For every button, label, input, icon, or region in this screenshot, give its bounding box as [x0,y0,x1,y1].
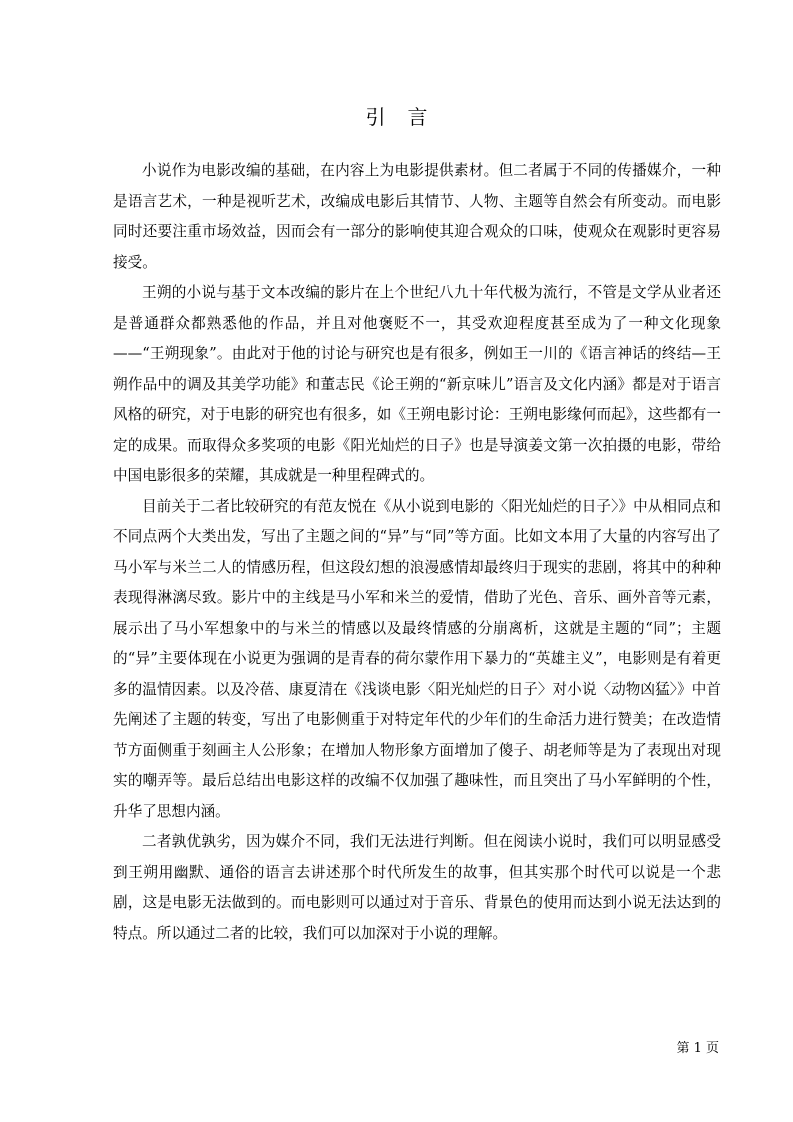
page-title: 引言 [365,105,450,129]
paragraph-3: 目前关于二者比较研究的有范友悦在《从小说到电影的〈阳光灿烂的日子〉》中从相同点和不同点两个大类出发，写出了主题之间的“异”与“同”等方面。比如文本用了大量的内容写出了马小军与米兰二人的情感历程，但这段幻想的浪漫感情却最终归于现实的悲剧，将其中的种种表现得淋漓尽致。影片中的主线是马小军和米兰的爱情，借助了光色、音乐、画外音等元素，展示出了马小军想象中的与米兰的情感以及最终情感的分崩离析，这就是主题的“同”；主题的“异”主要体现在小说更为强调的是青春的荷尔蒙作用下暴力的“英雄主义”，电影则是有着更多的温情因素。以及冷蓓、康夏清在《浅谈电影〈阳光灿烂的日子〉对小说〈动物凶猛〉》中首先阐述了主题的转变，写出了电影侧重于对特定年代的少年们的生命活力进行赞美；在改造情节方面侧重于刻画主人公形象；在增加人物形象方面增加了傻子、胡老师等是为了表现出对现实的嘲弄等。最后总结出电影这样的改编不仅加强了趣味性，而且突出了马小军鲜明的个性，升华了思想内涵。 [113,497,721,820]
body-text [113,156,721,949]
paragraph-2: 王朔的小说与基于文本改编的影片在上个世纪八九十年代极为流行，不管是文学从业者还是普通群众都熟悉他的作品，并且对他褒贬不一，其受欢迎程度甚至成为了一种文化现象——“王朔现象”。由此对于他的讨论与研究也是有很多，例如王一川的《语言神话的终结—王朔作品中的调及其美学功能》和董志民《论王朔的“新京味儿”语言及文化内涵》都是对于语言风格的研究，对于电影的研究也有很多，如《王朔电影讨论：王朔电影缘何而起》，这些都有一定的成果。而取得众多奖项的电影《阳光灿烂的日子》也是导演姜文第一次拍摄的电影，带给中国电影很多的荣耀，其成就是一种里程碑式的。 [113,284,721,484]
paragraph-1: 小说作为电影改编的基础，在内容上为电影提供素材。但二者属于不同的传播媒介，一种是语言艺术，一种是视听艺术，改编成电影后其情节、人物、主题等自然会有所变动。而电影同时还要注重市场效益，因而会有一部分的影响使其迎合观众的口味，使观众在观影时更容易接受。 [113,162,721,271]
page-number: 第 1 页 [676,1041,719,1056]
paragraph-4: 二者孰优孰劣，因为媒介不同，我们无法进行判断。但在阅读小说时，我们可以明显感受到王朔用幽默、通俗的语言去讲述那个时代所发生的故事，但其实那个时代可以说是一个悲剧，这是电影无法做到的。而电影则可以通过对于音乐、背景色的使用而达到小说无法达到的特点。所以通过二者的比较，我们可以加深对于小说的理解。 [113,833,721,942]
